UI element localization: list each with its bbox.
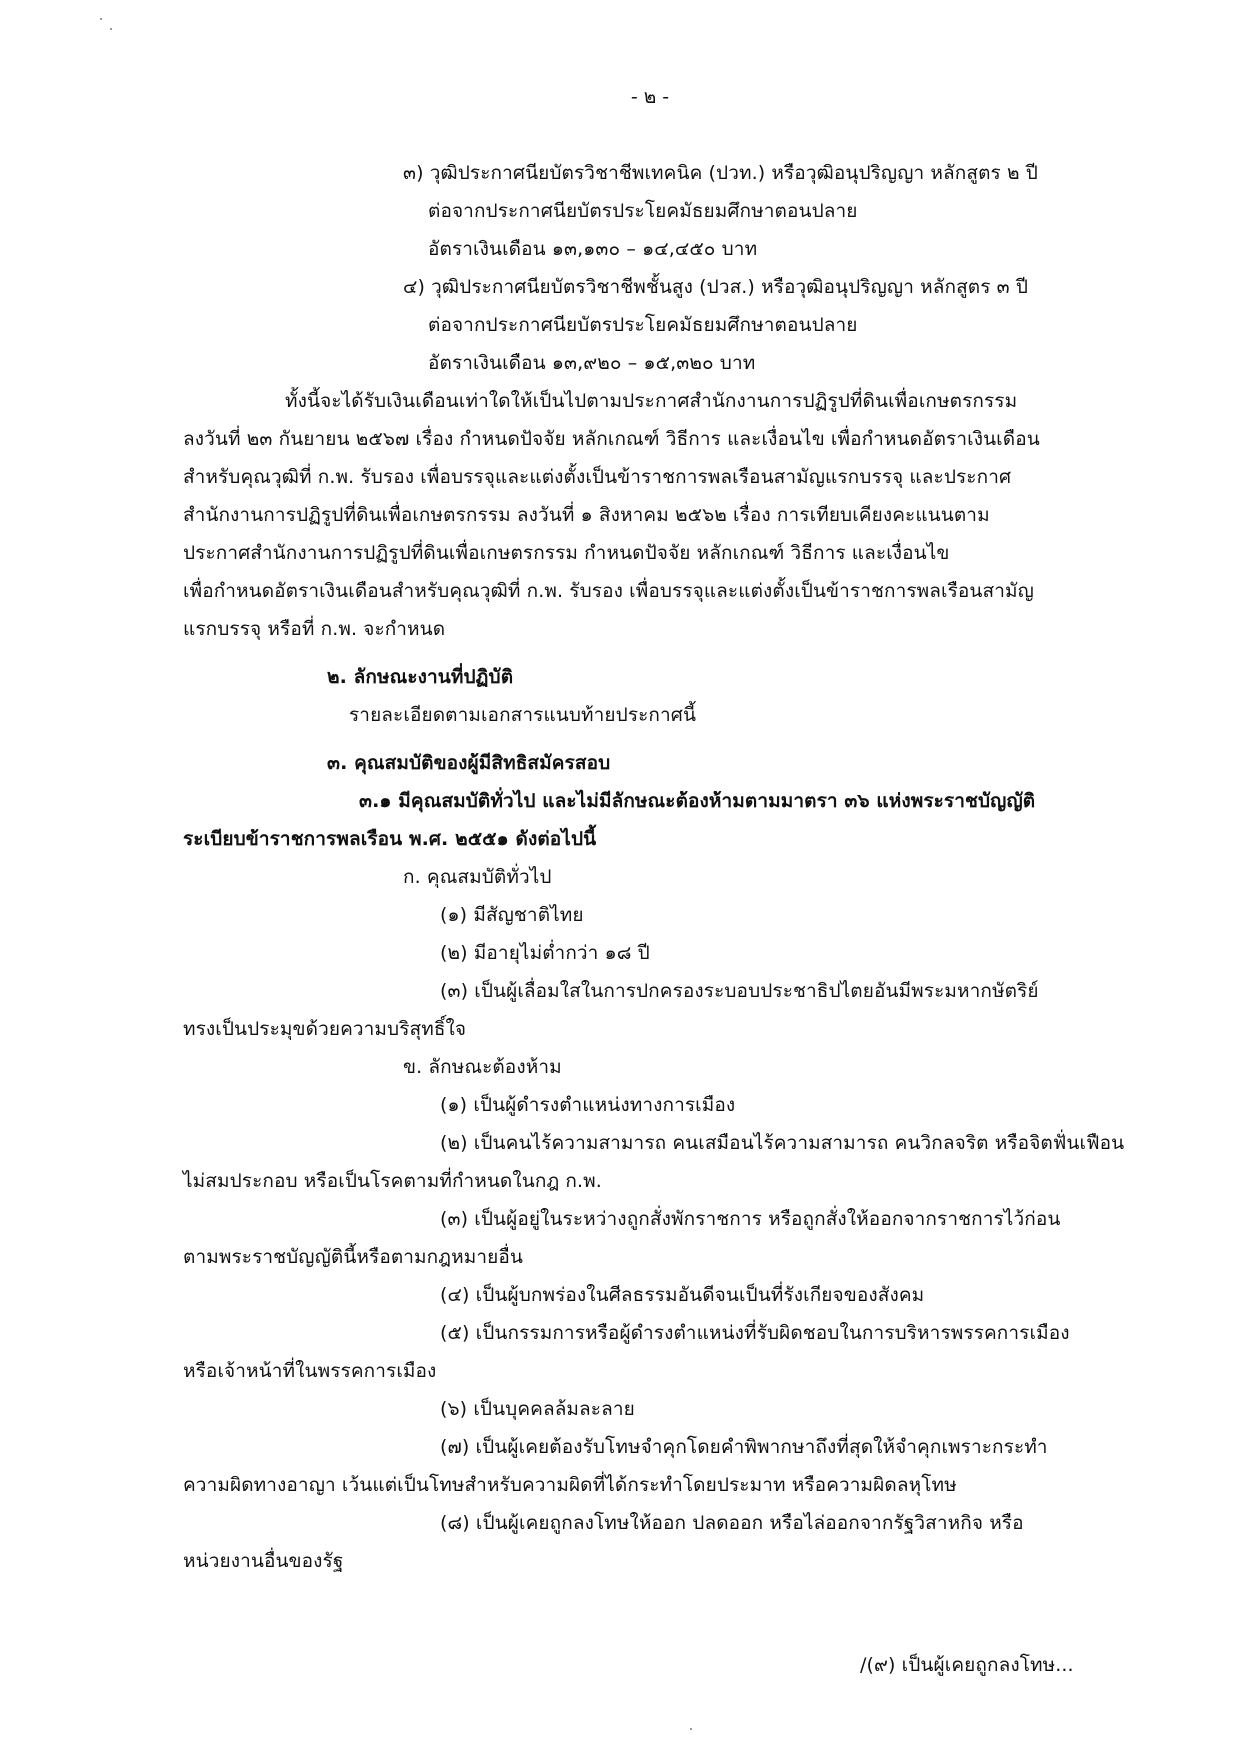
qualification-4-line-1: ๔) วุฒิประกาศนียบัตรวิชาชีพชั้นสูง (ปวส.) หรือวุฒิอนุปริญญา หลักสูตร ๓ ปี: [403, 276, 1029, 298]
prohibited-item-continuation: หรือเจ้าหน้าที่ในพรรคการเมือง: [183, 1360, 437, 1382]
section-3-1-line-1: ๓.๑ มีคุณสมบัติทั่วไป และไม่มีลักษณะต้องห้ามตามมาตรา ๓๖ แห่งพระราชบัญญัติ: [359, 790, 1036, 812]
prohibited-item: (๖) เป็นบุคคลล้มละลาย: [440, 1398, 635, 1420]
qualification-3-line-2: ต่อจากประกาศนียบัตรประโยคมัธยมศึกษาตอนปลาย: [428, 200, 858, 222]
section-3-heading: ๓. คุณสมบัติของผู้มีสิทธิสมัครสอบ: [327, 752, 611, 774]
qualification-3-salary: อัตราเงินเดือน ๑๓,๑๓๐ – ๑๔,๔๕๐ บาท: [428, 238, 758, 260]
scan-speck: [100, 18, 102, 20]
general-item-continuation: ทรงเป็นประมุขด้วยความบริสุทธิ์ใจ: [183, 1018, 467, 1040]
prohibited-item-continuation: หน่วยงานอื่นของรัฐ: [183, 1550, 344, 1572]
general-item: (๒) มีอายุไม่ต่ำกว่า ๑๘ ปี: [440, 942, 650, 964]
general-item: (๓) เป็นผู้เลื่อมใสในการปกครองระบอบประชาธิปไตยอันมีพระมหากษัตริย์: [440, 980, 1039, 1002]
general-item: (๑) มีสัญชาติไทย: [440, 904, 584, 926]
scan-speck: [690, 1728, 692, 1730]
section-2-heading: ๒. ลักษณะงานที่ปฏิบัติ: [327, 666, 514, 688]
qualification-4-salary: อัตราเงินเดือน ๑๓,๙๒๐ – ๑๕,๓๒๐ บาท: [428, 352, 756, 374]
salary-paragraph-line: สำนักงานการปฏิรูปที่ดินเพื่อเกษตรกรรม ลงวันที่ ๑ สิงหาคม ๒๕๖๒ เรื่อง การเทียบเคียงคะแนนตาม: [183, 504, 990, 526]
salary-paragraph-line: ประกาศสำนักงานการปฏิรูปที่ดินเพื่อเกษตรกรรม กำหนดปัจจัย หลักเกณฑ์ วิธีการ และเงื่อนไข: [183, 542, 950, 564]
salary-paragraph-line: แรกบรรจุ หรือที่ ก.พ. จะกำหนด: [183, 618, 446, 640]
prohibited-item: (๔) เป็นผู้บกพร่องในศีลธรรมอันดีจนเป็นที่รังเกียจของสังคม: [440, 1284, 925, 1306]
prohibited-item-continuation: ไม่สมประกอบ หรือเป็นโรคตามที่กำหนดในกฎ ก.พ.: [183, 1170, 602, 1192]
prohibited-item: (๓) เป็นผู้อยู่ในระหว่างถูกสั่งพักราชการ หรือถูกสั่งให้ออกจากราชการไว้ก่อน: [440, 1208, 1061, 1230]
salary-paragraph-line: สำหรับคุณวุฒิที่ ก.พ. รับรอง เพื่อบรรจุและแต่งตั้งเป็นข้าราชการพลเรือนสามัญแรกบรรจุ และประกาศ: [183, 466, 1012, 488]
prohibited-item: (๒) เป็นคนไร้ความสามารถ คนเสมือนไร้ความสามารถ คนวิกลจริต หรือจิตฟั่นเฟือน: [440, 1132, 1125, 1154]
salary-paragraph-line: เพื่อกำหนดอัตราเงินเดือนสำหรับคุณวุฒิที่ ก.พ. รับรอง เพื่อบรรจุและแต่งตั้งเป็นข้าราชการพลเรือนสามัญ: [183, 580, 1034, 602]
prohibited-item: (๗) เป็นผู้เคยต้องรับโทษจำคุกโดยคำพิพากษาถึงที่สุดให้จำคุกเพราะกระทำ: [440, 1436, 1048, 1458]
scan-speck: [110, 28, 112, 30]
prohibited-heading: ข. ลักษณะต้องห้าม: [403, 1056, 562, 1078]
section-2-text: รายละเอียดตามเอกสารแนบท้ายประกาศนี้: [349, 704, 697, 726]
continuation-note: /(๙) เป็นผู้เคยถูกลงโทษ...: [860, 1654, 1074, 1676]
prohibited-item-continuation: ความผิดทางอาญา เว้นแต่เป็นโทษสำหรับความผิดที่ได้กระทำโดยประมาท หรือความผิดลหุโทษ: [183, 1474, 957, 1496]
general-qualifications-heading: ก. คุณสมบัติทั่วไป: [403, 866, 552, 888]
salary-paragraph-line: ทั้งนี้จะได้รับเงินเดือนเท่าใดให้เป็นไปตามประกาศสำนักงานการปฏิรูปที่ดินเพื่อเกษตรกรรม: [285, 390, 1018, 412]
page-number: - ๒ -: [630, 86, 670, 108]
prohibited-item-continuation: ตามพระราชบัญญัตินี้หรือตามกฎหมายอื่น: [183, 1246, 523, 1268]
section-3-1-line-2: ระเบียบข้าราชการพลเรือน พ.ศ. ๒๕๕๑ ดังต่อไปนี้: [183, 828, 597, 850]
prohibited-item: (๑) เป็นผู้ดำรงตำแหน่งทางการเมือง: [440, 1094, 736, 1116]
prohibited-item: (๘) เป็นผู้เคยถูกลงโทษให้ออก ปลดออก หรือไล่ออกจากรัฐวิสาหกิจ หรือ: [440, 1512, 1024, 1534]
salary-paragraph-line: ลงวันที่ ๒๓ กันยายน ๒๕๖๗ เรื่อง กำหนดปัจจัย หลักเกณฑ์ วิธีการ และเงื่อนไข เพื่อกำหนดอัตราเงินเดือน: [183, 428, 1040, 450]
qualification-3-line-1: ๓) วุฒิประกาศนียบัตรวิชาชีพเทคนิค (ปวท.) หรือวุฒิอนุปริญญา หลักสูตร ๒ ปี: [403, 162, 1038, 184]
qualification-4-line-2: ต่อจากประกาศนียบัตรประโยคมัธยมศึกษาตอนปลาย: [428, 314, 858, 336]
prohibited-item: (๕) เป็นกรรมการหรือผู้ดำรงตำแหน่งที่รับผิดชอบในการบริหารพรรคการเมือง: [440, 1322, 1070, 1344]
